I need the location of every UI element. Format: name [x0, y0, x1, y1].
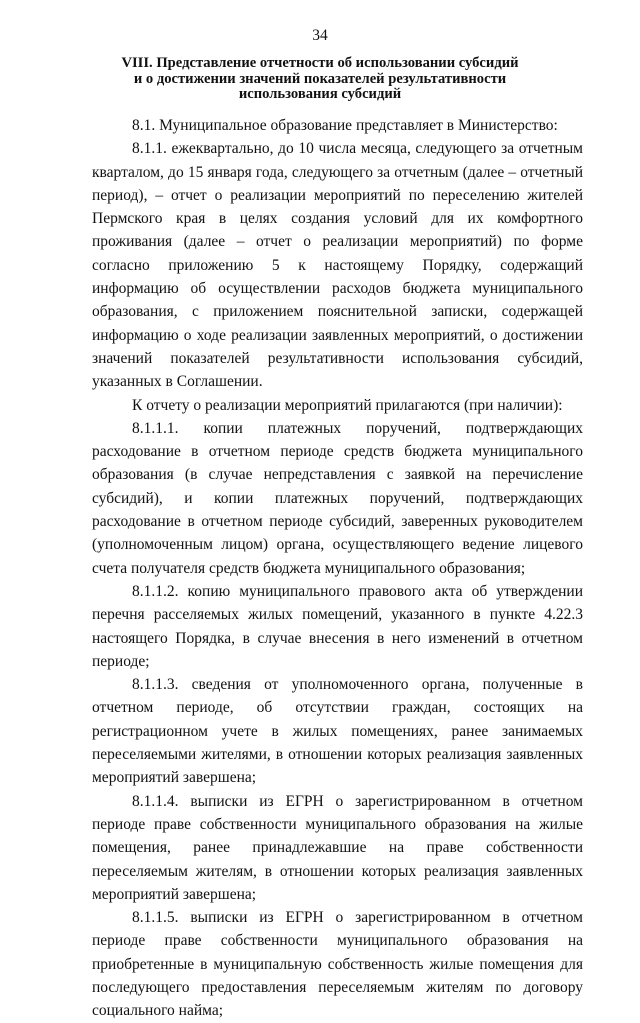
paragraph-8-1-1-3: 8.1.1.3. сведения от уполномоченного органа, полученные в отчетном периоде, об отсутствии граждан, состоящих на регистрационном учете в жилых помещениях, ранее занимаемых переселяемыми жителями, в отношении которых реализация заявленных мероприятий завершена;	[92, 676, 583, 787]
paragraph-8-1-1-1: 8.1.1.1. копии платежных поручений, подтверждающих расходование в отчетном периоде средств бюджета муниципального образования (в случае непредставления с заявкой на перечисление субсидий), и копии платежных поручений, подтверждающих расходование в отчетном периоде субсидий, заверенных руководителем (уполномоченным лицом) органа, осуществляющего ведение лицевого счета получателя средств бюджета муниципального образования;	[92, 419, 583, 577]
paragraph-attachments-intro: К отчету о реализации мероприятий прилагаются (при наличии):	[132, 396, 563, 414]
paragraph-8-1-1-5: 8.1.1.5. выписки из ЕГРН о зарегистрированном в отчетном периоде праве собственности муниципального образования на приобретенные в муниципальную собственность жилые помещения для последующего предоставления переселяемым жителям по договору социального найма;	[92, 909, 583, 1020]
paragraph-8-1-1-4: 8.1.1.4. выписки из ЕГРН о зарегистрированном в отчетном периоде праве собственности муниципального образования на жилые помещения, ранее принадлежавшие на праве собственности переселяемым жителям, в отношении которых реализация заявленных мероприятий завершена;	[92, 792, 583, 903]
paragraph-8-1-1-2: 8.1.1.2. копию муниципального правового акта об утверждении перечня расселяемых жилых помещений, указанного в пункте 4.22.3 настоящего Порядка, в случае внесения в него изменений в отчетном периоде;	[92, 582, 583, 670]
heading-line-1: VIII. Представление отчетности об использовании субсидий	[121, 55, 519, 71]
heading-line-2: и о достижении значений показателей результативности	[133, 70, 507, 87]
paragraph-8-1: 8.1. Муниципальное образование представляет в Министерство:	[132, 117, 558, 134]
section-heading	[0, 56, 640, 103]
heading-line-3: использования субсидий	[238, 86, 402, 102]
page-number: 34	[312, 27, 328, 44]
document-body	[92, 114, 583, 1023]
paragraph-8-1-1: 8.1.1. ежеквартально, до 10 числа месяца, следующего за отчетным кварталом, до 15 января года, следующего за отчетным (далее – отчетный период), – отчет о реализации мероприятий по переселению жителей Пермского края в целях создания условий для их комфортного проживания (далее – отчет о реализации мероприятий) по форме согласно приложению 5 к настоящему Порядку, содержащий информацию об осуществлении расходов бюджета муниципального образования, с приложением пояснительной записки, содержащей информацию о ходе реализации заявленных мероприятий, о достижении значений показателей результативности использования субсидий, указанных в Соглашении.	[92, 140, 583, 391]
